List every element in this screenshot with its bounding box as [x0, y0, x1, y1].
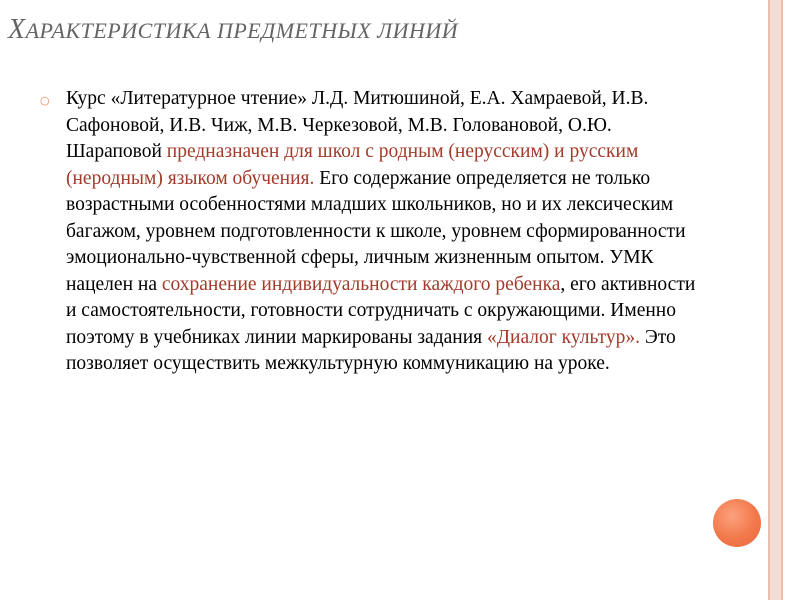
- frame-line-left: [768, 0, 770, 600]
- frame-line-right: [781, 0, 783, 600]
- paragraph-text-3: , его активности и самостоятельности, готовности сотрудничать с окружающими. Именно поэтому в учебниках линии маркированы задания: [66, 273, 696, 348]
- decorative-side-frame: [768, 0, 782, 600]
- highlight-individuality: сохранение индивидуальности каждого ребенка: [161, 273, 561, 295]
- paragraph-text-2: Его содержание определяется не только возрастными особенностями младших школьников, но и их лексическим багажом, уровнем подготовленности к школе, уровнем сформированности эмоционально-чувственной сферы, личным жизненным опытом. УМК нацелен на: [66, 167, 686, 295]
- highlight-purpose: предназначен для школ с родным (нерусским) и русским (неродным) языком обучения.: [66, 141, 639, 189]
- paragraph-text-4: Это позволяет осуществить межкультурную коммуникацию на уроке.: [66, 326, 676, 374]
- highlight-dialog-of-cultures: «Диалог культур».: [486, 326, 641, 348]
- paragraph-text-1: Курс «Литературное чтение» Л.Д. Митюшиной, Е.А. Хамраевой, И.В. Сафоновой, И.В. Чиж, М.В. Черкезовой, М.В. Головановой, О.Ю. Шараповой: [66, 88, 649, 162]
- slide-title: ХАРАКТЕРИСТИКА ПРЕДМЕТНЫХ ЛИНИЙ: [8, 14, 459, 45]
- orange-circle-decoration: [713, 499, 761, 547]
- circle-bullet-icon: ○: [40, 94, 50, 107]
- bullet-paragraph: [66, 86, 706, 378]
